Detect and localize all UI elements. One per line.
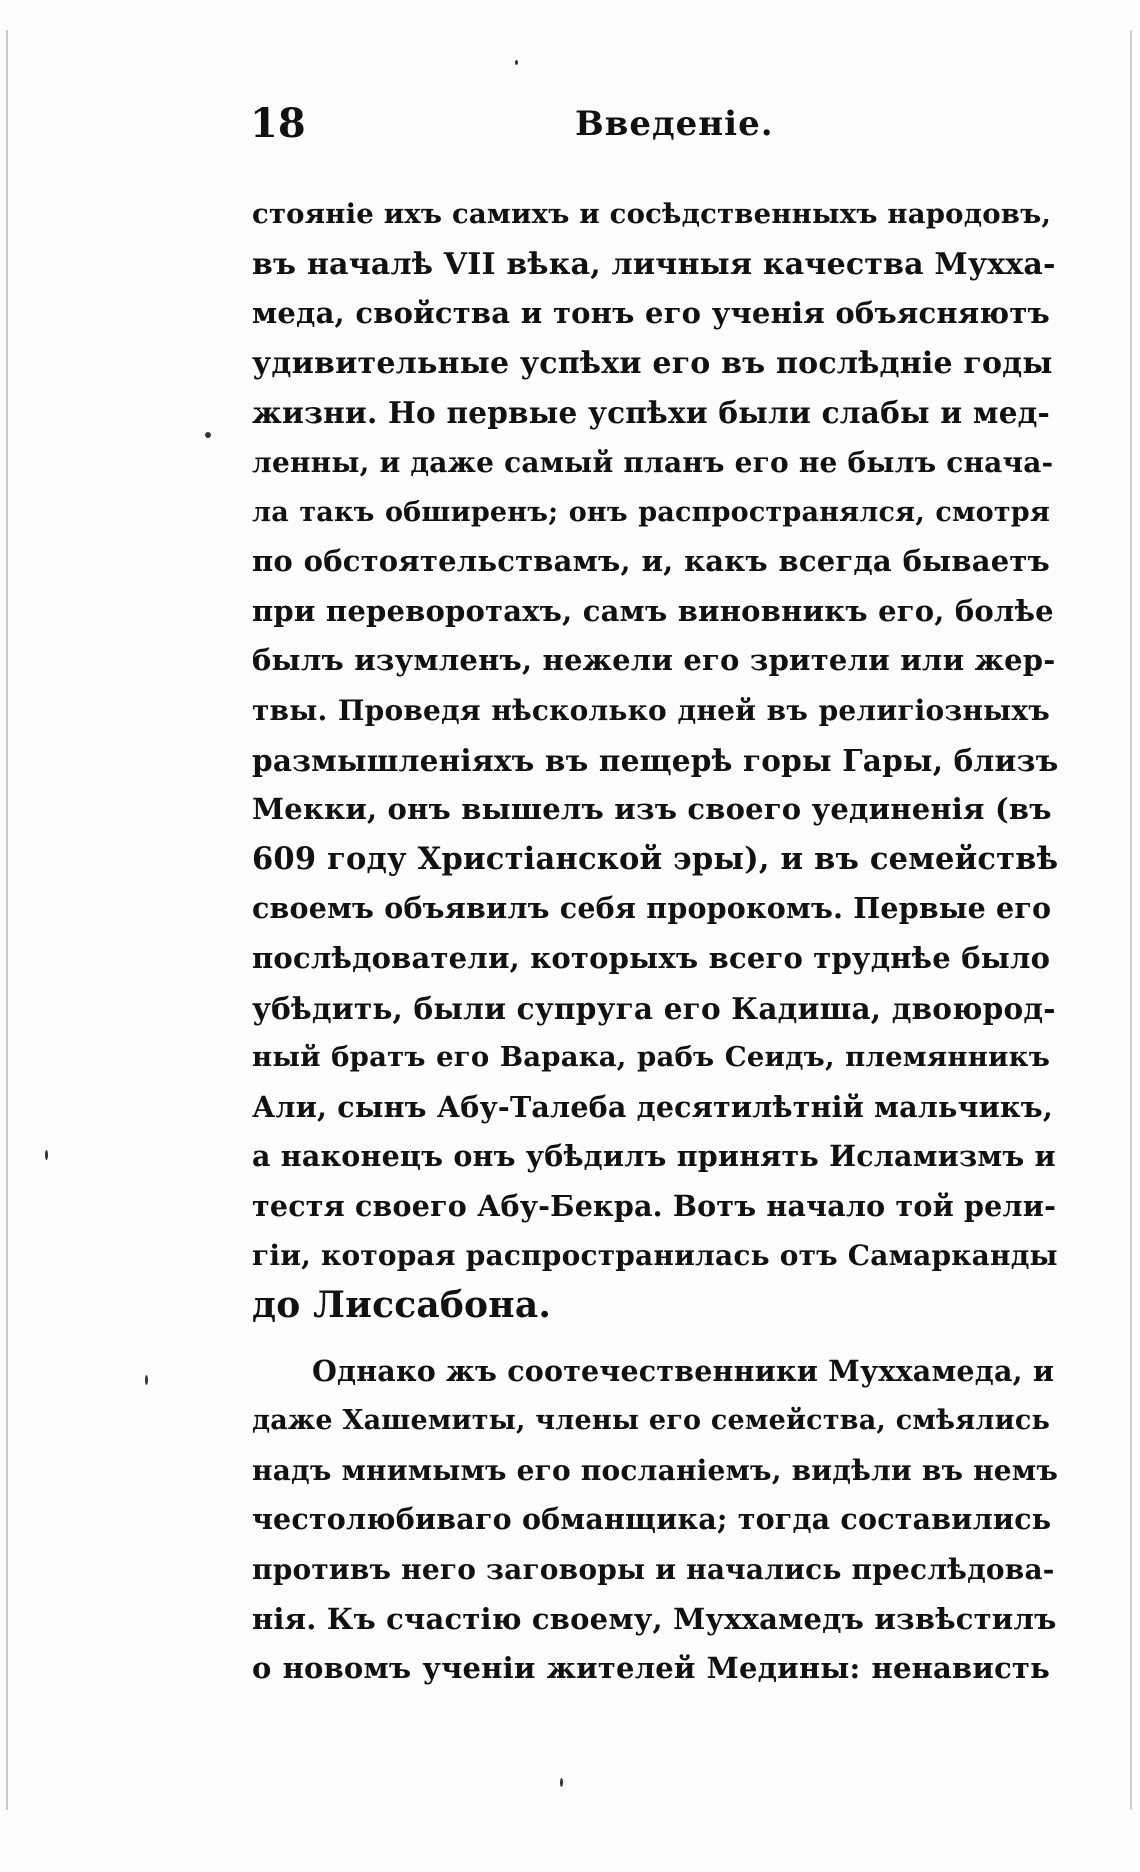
text-line: убѣдить, были супруга его Кадиша, двоюрод- (252, 990, 1056, 1026)
text-line: удивительные успѣхи его въ послѣдніе годы (252, 345, 1053, 381)
text-line: Однако жъ соотечественники Мухxамеда, и (312, 1353, 1055, 1388)
text-line: твы. Проведя нѣсколько дней въ религіозныхъ (252, 693, 1050, 727)
text-line: Али, сынъ Абу-Талеба десятилѣтній мальчикъ, (252, 1089, 1053, 1124)
body-text (252, 190, 1059, 1694)
page-header (250, 100, 1050, 152)
page-left-edge (6, 30, 8, 1810)
text-line: размышленіяхъ въ пещерѣ горы Гары, близъ (252, 742, 1059, 778)
text-line: 609 году Христіанской эры), и въ семействѣ (252, 840, 1059, 877)
page-right-edge (1130, 30, 1132, 1810)
text-line: Мекки, онъ вышелъ изъ своего уединенія (въ (252, 792, 1052, 827)
text-line: ный братъ его Варака, рабъ Сеидъ, племянникъ (252, 1041, 1050, 1074)
scan-speck (45, 1150, 48, 1160)
text-line: надъ мнимымъ его посланіемъ, видѣли въ немъ (252, 1453, 1059, 1487)
text-line: ла такъ обширенъ; онъ распространялся, смотря (252, 496, 1050, 528)
text-line: меда, свойства и тонъ его ученія объясняютъ (252, 296, 1050, 331)
scan-speck (145, 1375, 148, 1385)
scan-speck (560, 1778, 563, 1787)
scan-speck (205, 432, 211, 438)
text-line: противъ него заговоры и начались преслѣдова- (252, 1553, 1055, 1587)
scan-speck (515, 60, 518, 65)
page-number: 18 (250, 100, 306, 147)
text-line: стояніе ихъ самихъ и сосѣдственныхъ народовъ, (252, 198, 1052, 230)
text-line: о новомъ ученіи жителей Медины: ненависть (252, 1651, 1050, 1686)
text-line: тестя своего Абу-Бекра. Вотъ начало той рели- (252, 1188, 1057, 1223)
text-line: въ началѣ VII вѣка, личныя качества Мухха- (252, 246, 1056, 282)
text-line: до Лиссабона. (252, 1284, 552, 1327)
text-line: даже Хашемиты, члены его семейства, смѣялись (252, 1405, 1050, 1437)
text-line: а наконецъ онъ убѣдилъ принять Исламизмъ и (252, 1139, 1056, 1174)
running-title: Введеніе. (575, 104, 774, 144)
text-line: нія. Къ счастію своему, Мухxамедъ извѣстилъ (252, 1601, 1057, 1636)
text-line: честолюбиваго обманщика; тогда составились (252, 1502, 1052, 1537)
text-line: гіи, которая распространилась отъ Самарканды (252, 1239, 1058, 1273)
text-line: былъ изумленъ, нежели его зрители или жер- (252, 643, 1056, 678)
text-line: жизни. Но первые успѣхи были слабы и мед- (252, 395, 1050, 431)
text-line: послѣдователи, которыхъ всего труднѣе было (252, 940, 1051, 975)
text-line: своемъ объявилъ себя пророкомъ. Первые его (252, 891, 1052, 926)
paragraph-2 (252, 1347, 1059, 1694)
text-line: ленны, и даже самый планъ его не былъ снача- (252, 445, 1054, 479)
text-line: по обстоятельствамъ, и, какъ всегда бываетъ (252, 544, 1050, 579)
text-line: при переворотахъ, самъ виновникъ его, болѣе (252, 593, 1054, 628)
paragraph-1 (252, 190, 1059, 1331)
